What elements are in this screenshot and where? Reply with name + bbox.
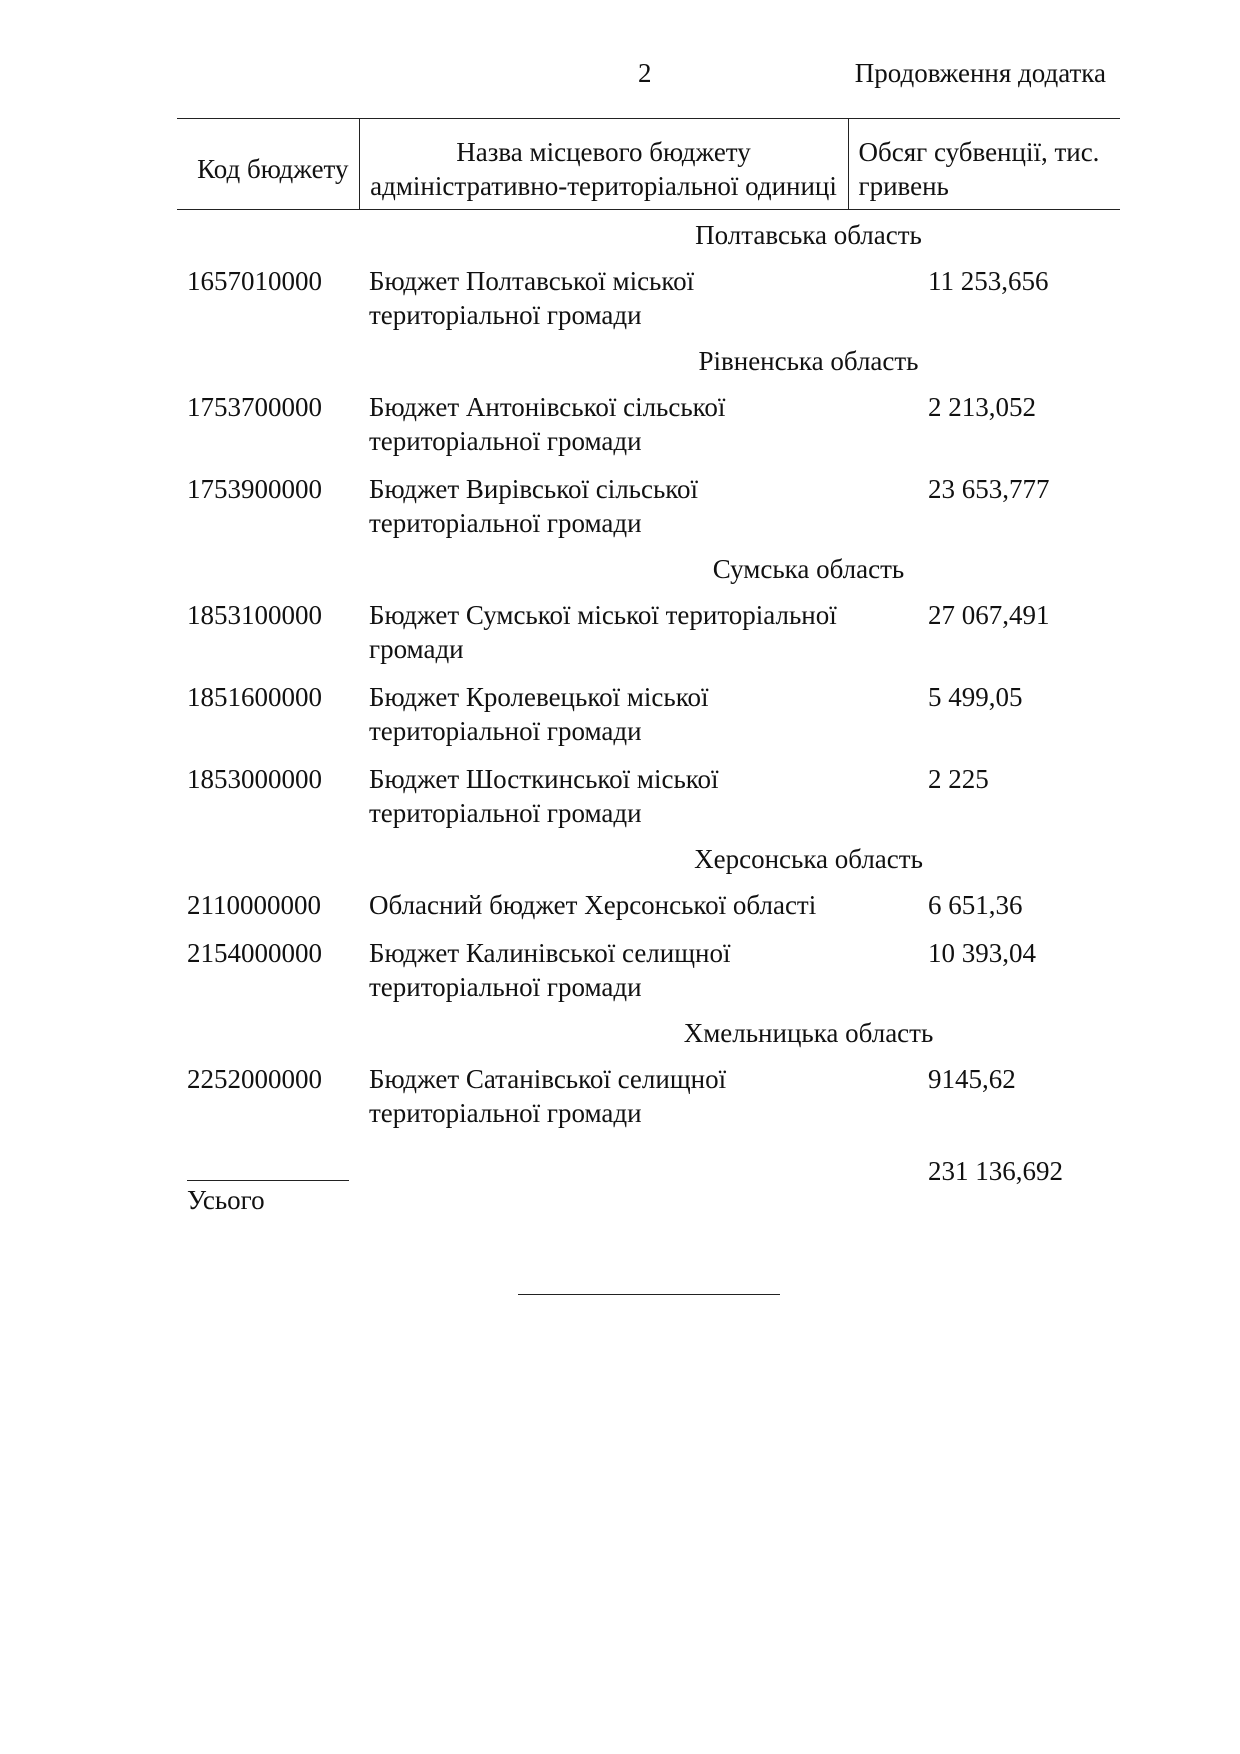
table-row [177, 380, 1120, 462]
budget-name: Бюджет Полтавської міської територіальної громади [369, 266, 695, 330]
column-header-amount: Обсяг субвенції, тис. гривень [848, 119, 1120, 210]
budget-name: Бюджет Сатанівської селищної територіальної громади [369, 1064, 727, 1128]
subvention-amount: 11 253,656 [928, 266, 1049, 296]
budget-name: Бюджет Вирівської сільської територіальної громади [369, 474, 699, 538]
region-row [177, 834, 1120, 878]
subvention-table [177, 118, 1120, 1217]
subvention-amount: 2 213,052 [928, 392, 1036, 422]
budget-name: Бюджет Сумської міської територіальної громади [369, 600, 837, 664]
total-label: Усього [187, 1185, 265, 1215]
region-row [177, 544, 1120, 588]
subvention-amount: 9145,62 [928, 1064, 1016, 1094]
total-separator-line [187, 1180, 349, 1181]
table-row [177, 926, 1120, 1008]
budget-name: Бюджет Антонівської сільської територіальної громади [369, 392, 726, 456]
budget-code: 2110000000 [187, 890, 321, 920]
region-name: Херсонська область [694, 844, 923, 874]
budget-name: Обласний бюджет Херсонської області [369, 890, 817, 920]
region-name: Хмельницька область [683, 1018, 934, 1048]
page-number: 2 [638, 58, 652, 88]
budget-code: 2154000000 [187, 938, 322, 968]
total-row [177, 1134, 1120, 1217]
total-label-cell [177, 1134, 359, 1217]
table-body [177, 210, 1120, 1218]
continuation-label: Продовження додатка [854, 58, 1106, 88]
subvention-amount: 23 653,777 [928, 474, 1050, 504]
region-name: Полтавська область [695, 220, 922, 250]
subvention-amount: 2 225 [928, 764, 989, 794]
region-name: Рівненська область [698, 346, 919, 376]
region-row [177, 336, 1120, 380]
subvention-amount: 5 499,05 [928, 682, 1023, 712]
budget-code: 1853000000 [187, 764, 322, 794]
column-header-code: Код бюджету [177, 119, 359, 210]
column-header-name: Назва місцевого бюджету адміністративно-територіальної одиниці [359, 119, 848, 210]
total-amount: 231 136,692 [928, 1156, 1063, 1186]
budget-code: 1753900000 [187, 474, 322, 504]
region-row [177, 210, 1120, 255]
table-row [177, 752, 1120, 834]
region-row [177, 1008, 1120, 1052]
table-row [177, 462, 1120, 544]
budget-code: 1851600000 [187, 682, 322, 712]
subvention-amount: 10 393,04 [928, 938, 1036, 968]
subvention-amount: 27 067,491 [928, 600, 1050, 630]
table-row [177, 878, 1120, 926]
table-row [177, 588, 1120, 670]
budget-code: 1753700000 [187, 392, 322, 422]
table-header-row [177, 119, 1120, 210]
budget-code: 1657010000 [187, 266, 322, 296]
region-name: Сумська область [712, 554, 905, 584]
end-separator-line [518, 1294, 780, 1295]
budget-name: Бюджет Кролевецької міської територіальної громади [369, 682, 709, 746]
table-row [177, 670, 1120, 752]
budget-name: Бюджет Калинівської селищної територіальної громади [369, 938, 731, 1002]
subvention-amount: 6 651,36 [928, 890, 1023, 920]
budget-code: 2252000000 [187, 1064, 322, 1094]
total-empty-cell [359, 1134, 848, 1217]
table-row [177, 254, 1120, 336]
budget-code: 1853100000 [187, 600, 322, 630]
budget-name: Бюджет Шосткинської міської територіальної громади [369, 764, 719, 828]
table-row [177, 1052, 1120, 1134]
